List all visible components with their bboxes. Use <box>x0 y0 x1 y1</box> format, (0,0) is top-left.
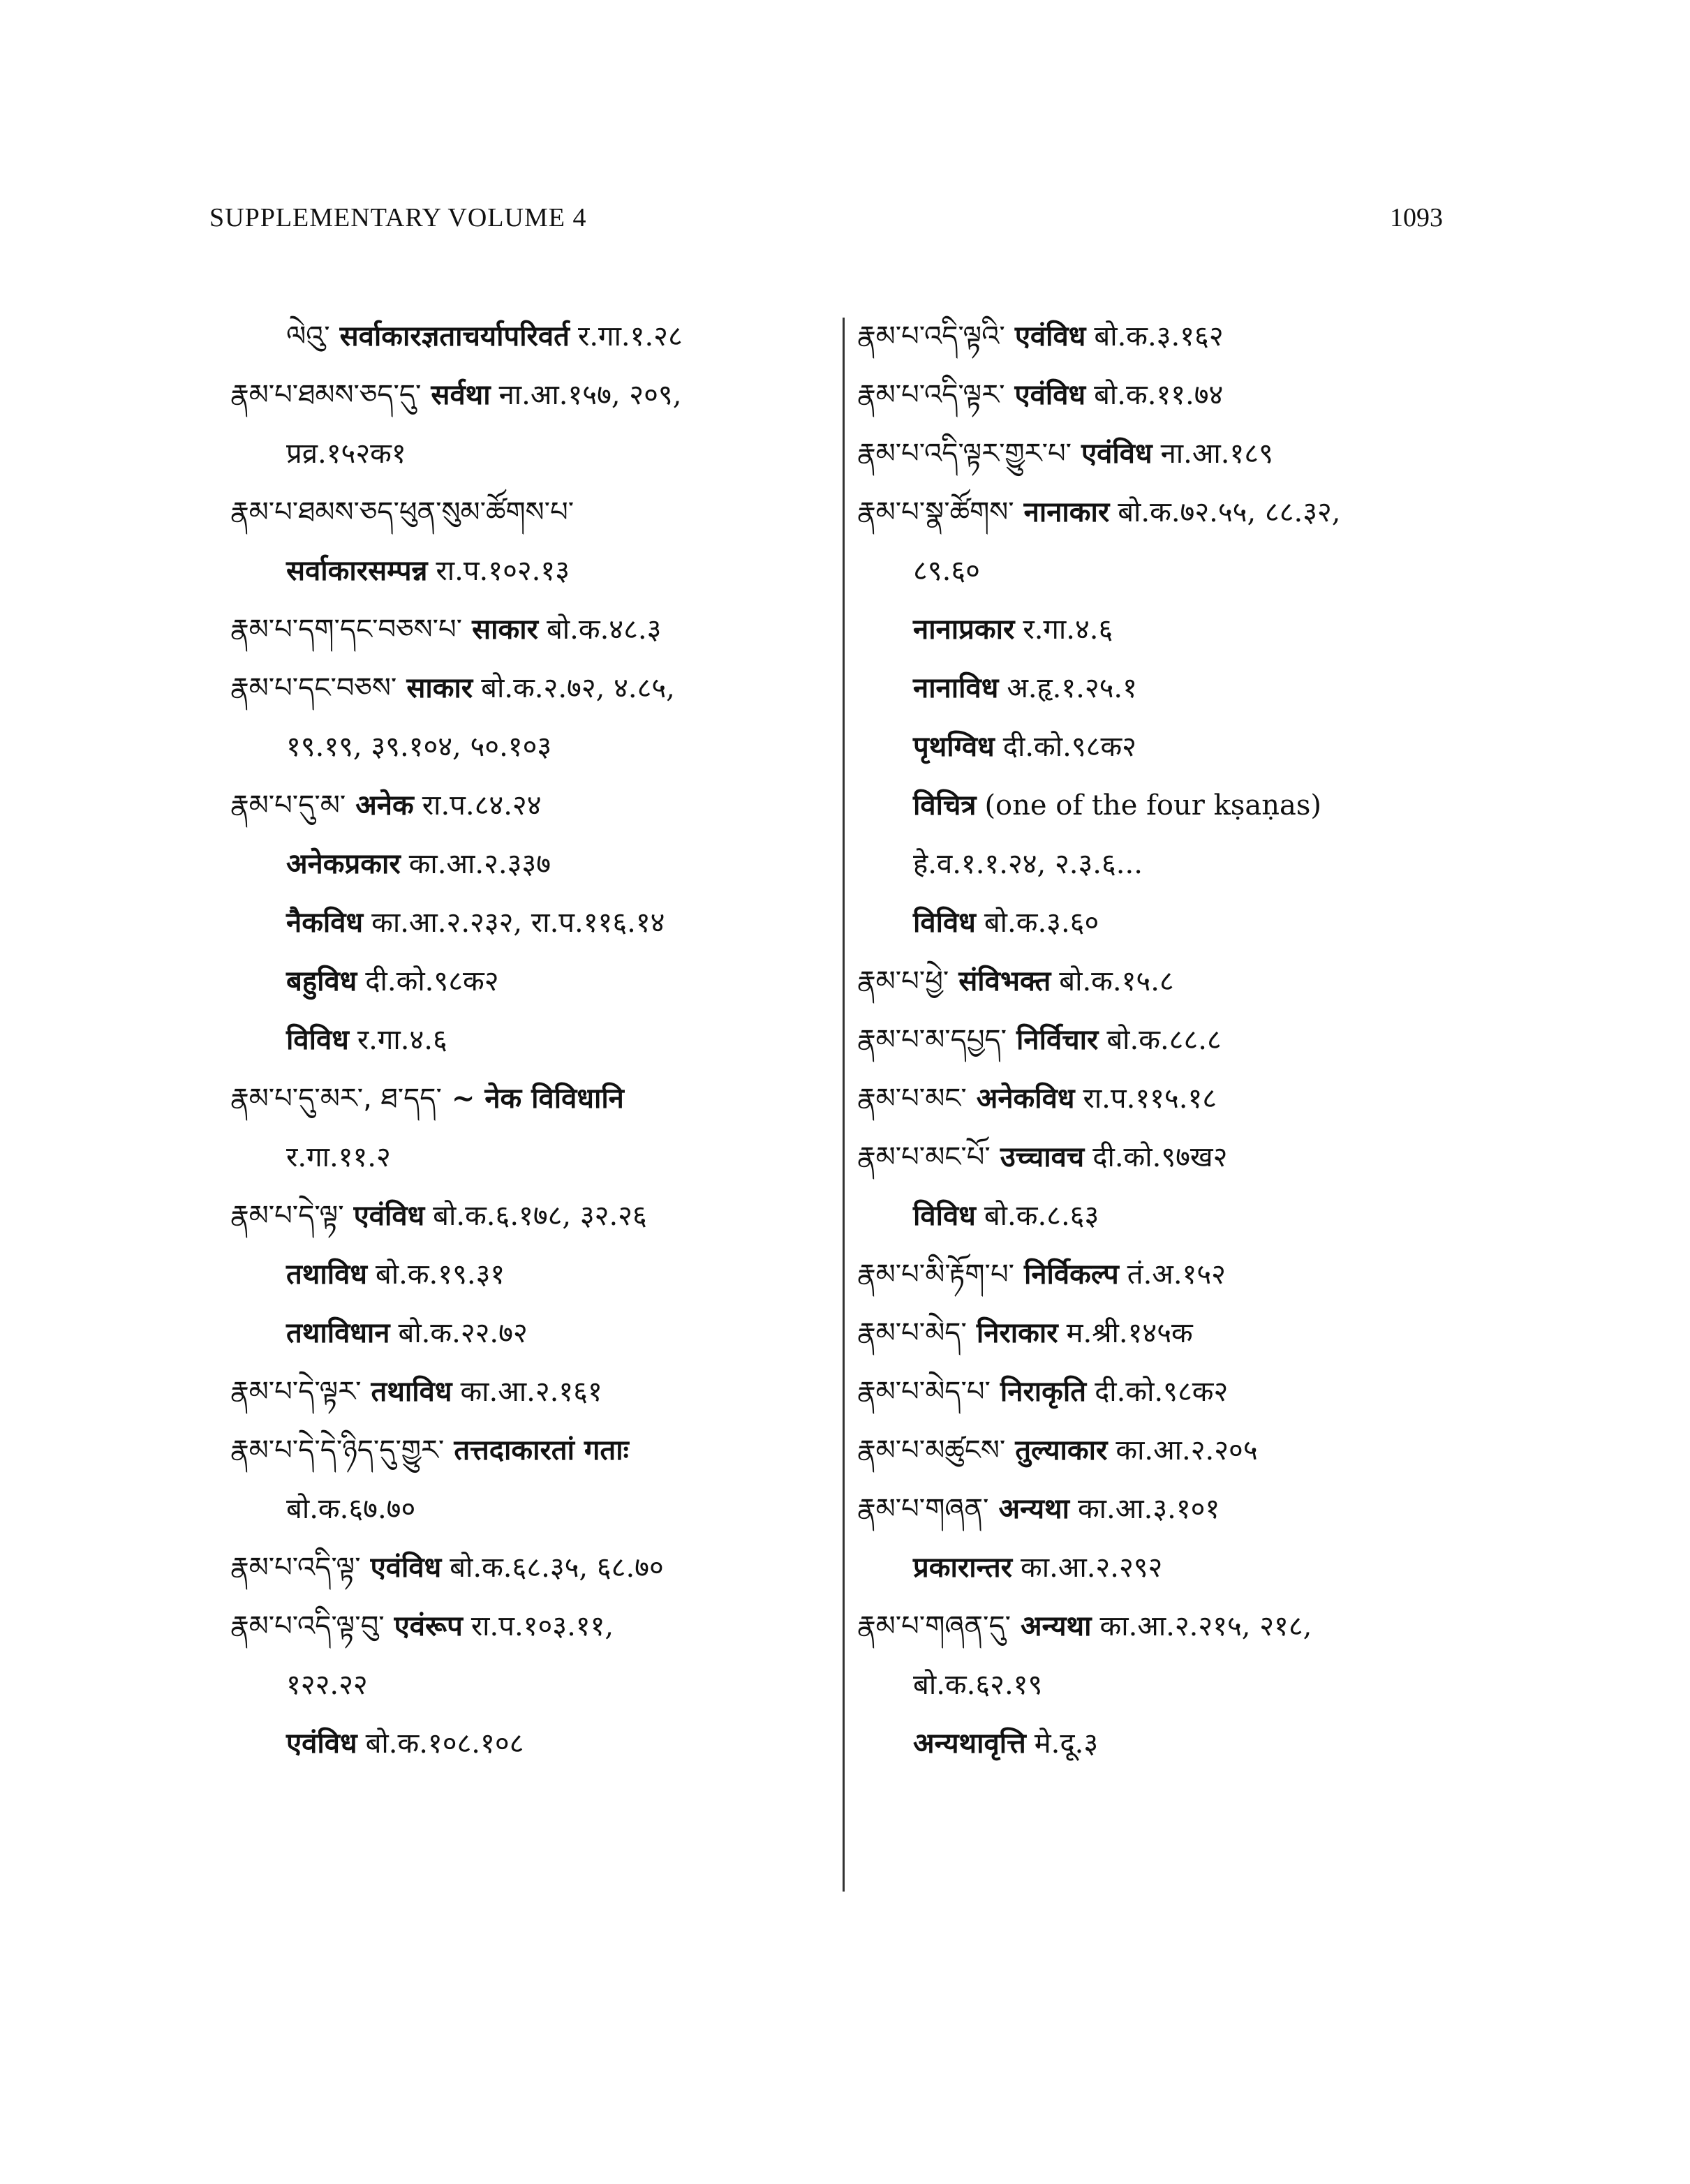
source-reference: बो.क.२२.७२ <box>398 1317 528 1349</box>
sanskrit-equivalent: उच्चावच <box>1000 1141 1085 1173</box>
sanskrit-equivalent: एवंविध <box>353 1199 425 1232</box>
source-reference: रा.प.११५.१८ <box>1083 1083 1217 1115</box>
tibetan-term: རྣམ་པ་དེ་ལྟ་ <box>230 1200 344 1232</box>
source-reference: का.आ.३.१०१ <box>1077 1493 1220 1525</box>
sanskrit-equivalent: विचित्र <box>913 789 977 822</box>
dictionary-entry-line <box>230 1597 838 1656</box>
tibetan-term: རྣམ་པ་མེད་ <box>857 1317 967 1349</box>
dictionary-entry-line <box>857 1421 1465 1480</box>
dictionary-entry-line <box>857 718 1465 776</box>
source-reference: दी.को.९८क२ <box>1002 731 1136 763</box>
dictionary-entry-line <box>230 835 838 893</box>
source-reference: रा.प.१०३.११, <box>470 1610 614 1642</box>
dictionary-entry-line <box>230 893 838 952</box>
tibetan-term: རྣམ་པ་འདི་ལྟ་བུ་ <box>230 1610 385 1642</box>
dictionary-entry-line <box>230 718 838 776</box>
source-reference: अ.हृ.१.२५.१ <box>1007 672 1137 704</box>
tibetan-term: རྣམ་པ་དང་བཅས་ <box>230 672 397 704</box>
tibetan-term: རྣམ་པ་དག་དང་བཅས་པ་ <box>230 614 463 646</box>
tibetan-term: རྣམ་པ་ཐམས་ཅད་དུ་ <box>230 379 422 411</box>
source-reference: बो.क.६.१७८, ३२.२६ <box>433 1200 647 1232</box>
dictionary-entry-line <box>230 659 838 718</box>
source-reference: का.आ.२.३३७ <box>408 848 551 880</box>
source-reference: रा.प.१०२.१३ <box>436 555 570 587</box>
dictionary-entry-line <box>857 1656 1465 1714</box>
running-head: SUPPLEMENTARY VOLUME 4 <box>209 203 587 232</box>
sanskrit-equivalent: एवंविध <box>1014 320 1086 352</box>
tibetan-term: རྣམ་པ་མང་ <box>857 1083 967 1115</box>
dictionary-entry-line <box>230 1069 838 1128</box>
sanskrit-equivalent: एवंविध <box>286 1727 357 1760</box>
tibetan-term: རྣམ་པ་འདི་ལྟའི་ <box>857 320 1005 352</box>
dictionary-entry-line <box>857 1714 1465 1773</box>
sanskrit-equivalent: सर्वाकारसम्पन्न <box>286 554 428 587</box>
sanskrit-equivalent: अन्यथावृत्ति <box>913 1727 1026 1760</box>
sanskrit-equivalent: अनेकप्रकार <box>286 847 401 880</box>
dictionary-entry-line <box>230 483 838 542</box>
sanskrit-equivalent: तत्तदाकारतां गताः <box>454 1434 629 1466</box>
dictionary-entry-line <box>230 424 838 483</box>
sanskrit-equivalent: नानाविध <box>913 671 999 704</box>
source-reference: हे.व.१.१.२४, २.३.६... <box>913 848 1143 880</box>
source-reference: रा.प.८४.२४ <box>422 789 542 822</box>
sanskrit-equivalent: सर्वाकारज्ञताचर्यापरिवर्त <box>339 320 570 352</box>
sanskrit-equivalent: साकार <box>406 671 473 704</box>
sanskrit-equivalent: एवंविध <box>370 1551 442 1584</box>
sanskrit-equivalent: निर्विचार <box>1016 1023 1099 1056</box>
tibetan-term: རྣམ་པ་མ་དཔྱད་ <box>857 1024 1007 1056</box>
sanskrit-equivalent: तथाविध <box>371 1375 452 1408</box>
dictionary-entry-line <box>857 424 1465 483</box>
sanskrit-equivalent: नानाप्रकार <box>913 613 1015 646</box>
dictionary-entry-line <box>857 659 1465 718</box>
source-reference: बो.क.११.७४ <box>1094 379 1224 411</box>
dictionary-entry-line <box>857 776 1465 835</box>
source-reference: १२२.२२ <box>286 1669 368 1701</box>
source-reference: बो.क.३.६० <box>984 907 1099 939</box>
tibetan-term: རྣམ་པ་དུ་མ་ <box>230 789 346 822</box>
dictionary-entry-line <box>230 1362 838 1421</box>
tibetan-term: རྣམ་པ་དེ་ལྟར་ <box>230 1376 362 1408</box>
dictionary-entry-line <box>230 366 838 424</box>
source-reference: बो.क.७२.५५, ८८.३२, <box>1118 496 1341 528</box>
tibetan-term: ལེའུ་ <box>286 320 330 352</box>
source-reference: र.गा.१.२८ <box>577 320 683 352</box>
sanskrit-equivalent: निर्विकल्प <box>1024 1258 1119 1291</box>
sanskrit-equivalent: तुल्याकार <box>1015 1434 1108 1466</box>
tibetan-term: རྣམ་པ་གཞན་ <box>857 1493 989 1525</box>
dictionary-entry-line <box>230 542 838 600</box>
tibetan-term: རྣམ་པ་གཞན་དུ་ <box>857 1610 1011 1642</box>
dictionary-entry-line <box>857 1597 1465 1656</box>
sanskrit-equivalent: एवंविध <box>1081 437 1152 470</box>
dictionary-entry-line <box>857 1304 1465 1362</box>
source-reference: र.गा.४.६ <box>1023 614 1113 646</box>
source-reference: तं.अ.१५२ <box>1127 1258 1226 1291</box>
sanskrit-equivalent: एवंरूप <box>394 1610 463 1642</box>
dictionary-entry-line <box>857 1069 1465 1128</box>
column-divider <box>843 318 845 1892</box>
source-reference: दी.को.९७ख२ <box>1092 1141 1228 1173</box>
source-reference: र.गा.११.२ <box>286 1141 391 1173</box>
source-reference: बो.क.१९.३१ <box>375 1258 505 1291</box>
sanskrit-equivalent: पृथग्विध <box>913 730 995 763</box>
tibetan-term: རྣམ་པ་དུ་མར་, ཐ་དད་ <box>230 1083 442 1115</box>
sanskrit-equivalent: ~ नेक विविधानि <box>451 1082 624 1115</box>
sanskrit-equivalent: तथाविधान <box>286 1316 390 1349</box>
dictionary-entry-line <box>857 483 1465 542</box>
dictionary-entry-line <box>230 1421 838 1480</box>
tibetan-term: རྣམ་པ་ཐམས་ཅད་ཕུན་སུམ་ཚོགས་པ་ <box>230 496 575 528</box>
sanskrit-equivalent: प्रकारान्तर <box>913 1551 1013 1584</box>
sanskrit-equivalent: एवंविध <box>1014 378 1086 411</box>
source-reference: का.आ.२.१६१ <box>460 1376 602 1408</box>
dictionary-entry-line <box>230 307 838 366</box>
right-column <box>857 307 1465 1773</box>
dictionary-entry-line <box>230 1011 838 1069</box>
dictionary-entry-line <box>230 776 838 835</box>
tibetan-term: རྣམ་པ་མཚུངས་ <box>857 1434 1006 1466</box>
dictionary-entry-line <box>857 542 1465 600</box>
dictionary-entry-line <box>857 366 1465 424</box>
sanskrit-equivalent: अन्यथा <box>998 1492 1069 1525</box>
source-reference: का.आ.२.२९२ <box>1021 1552 1163 1584</box>
dictionary-entry-line <box>857 1187 1465 1245</box>
source-reference: दी.को.९८क२ <box>365 965 499 997</box>
dictionary-entry-line <box>857 1245 1465 1304</box>
tibetan-term: རྣམ་པ་མང་པོ་ <box>857 1141 991 1173</box>
dictionary-entry-line <box>857 307 1465 366</box>
source-reference: बो.क.३.१६२ <box>1094 320 1224 352</box>
source-reference: १९.१९, ३९.१०४, ५०.१०३ <box>286 731 552 763</box>
source-reference: ना.आ.१८९ <box>1160 438 1273 470</box>
source-reference: का.आ.२.२३२, रा.प.११६.१४ <box>371 907 665 939</box>
sanskrit-equivalent: निराकृति <box>1000 1375 1087 1408</box>
dictionary-entry-line <box>230 1656 838 1714</box>
dictionary-entry-line <box>857 952 1465 1011</box>
dictionary-entry-line <box>230 600 838 659</box>
dictionary-entry-line <box>230 1538 838 1597</box>
dictionary-entry-line <box>857 600 1465 659</box>
source-reference: बो.क.१५.८ <box>1059 965 1174 997</box>
sanskrit-equivalent: विविध <box>913 1199 976 1232</box>
sanskrit-equivalent: साकार <box>472 613 538 646</box>
sanskrit-equivalent: अनेक <box>355 789 414 822</box>
tibetan-term: རྣམ་པ་མེད་པ་ <box>857 1376 991 1408</box>
dictionary-entry-line <box>230 1304 838 1362</box>
tibetan-term: རྣམ་པ་སྣ་ཚོགས་ <box>857 496 1014 528</box>
sanskrit-equivalent: निराकार <box>976 1316 1058 1349</box>
source-reference: बो.क.४८.३ <box>546 614 662 646</box>
source-reference: का.आ.२.२०५ <box>1115 1434 1258 1466</box>
source-reference: ना.आ.१५७, २०९, <box>498 379 682 411</box>
tibetan-term: རྣམ་པ་ཕྱེ་ <box>857 965 949 997</box>
dictionary-entry-line <box>857 1128 1465 1187</box>
sanskrit-equivalent: तथाविध <box>286 1258 367 1291</box>
dictionary-entry-line <box>857 835 1465 893</box>
dictionary-entry-line <box>230 1480 838 1538</box>
dictionary-entry-line <box>230 1128 838 1187</box>
left-column <box>230 307 838 1773</box>
dictionary-entry-line <box>857 893 1465 952</box>
sanskrit-equivalent: अन्यथा <box>1021 1610 1092 1642</box>
source-reference: म.श्री.१४५क <box>1066 1317 1193 1349</box>
source-reference: बो.क.८८.८ <box>1106 1024 1222 1056</box>
source-reference: र.गा.४.६ <box>357 1024 447 1056</box>
dictionary-entry-line <box>857 1538 1465 1597</box>
sanskrit-equivalent: विविध <box>286 1023 349 1056</box>
page-number: 1093 <box>1390 203 1443 232</box>
source-reference: बो.क.६८.३५, ६८.७० <box>450 1552 664 1584</box>
sanskrit-equivalent: अनेकविध <box>976 1082 1075 1115</box>
dictionary-entry-line <box>857 1480 1465 1538</box>
tibetan-term: རྣམ་པ་འདི་ལྟར་གྱུར་པ་ <box>857 438 1072 470</box>
tibetan-term: རྣམ་པ་དེ་དེ་ཉིད་དུ་གྱུར་ <box>230 1434 445 1466</box>
dictionary-entry-line <box>230 952 838 1011</box>
tibetan-term: རྣམ་པ་འདི་ལྟར་ <box>857 379 1005 411</box>
source-reference: बो.क.६७.७० <box>286 1493 416 1525</box>
sanskrit-equivalent: नानाकार <box>1023 496 1110 528</box>
source-reference: बो.क.८.६३ <box>984 1200 1099 1232</box>
source-reference: दी.को.९८क२ <box>1095 1376 1229 1408</box>
sanskrit-equivalent: विविध <box>913 906 976 939</box>
dictionary-entry-line <box>857 1011 1465 1069</box>
source-reference: प्रव्र.१५२क१ <box>286 438 406 470</box>
source-reference: (one of the four kṣaṇas) <box>984 789 1321 822</box>
tibetan-term: རྣམ་པ་མི་རྟོག་པ་ <box>857 1258 1014 1291</box>
source-reference: बो.क.२.७२, ४.८५, <box>481 672 675 704</box>
sanskrit-equivalent: सर्वथा <box>431 378 491 411</box>
dictionary-entry-line <box>230 1245 838 1304</box>
source-reference: ८९.६० <box>913 555 980 587</box>
source-reference: बो.क.१०८.१०८ <box>365 1728 524 1760</box>
dictionary-entry-line <box>857 1362 1465 1421</box>
dictionary-entry-line <box>230 1714 838 1773</box>
source-reference: बो.क.६२.१९ <box>913 1669 1043 1701</box>
tibetan-term: རྣམ་པ་འདི་ལྟ་ <box>230 1552 361 1584</box>
sanskrit-equivalent: संविभक्त <box>958 965 1051 997</box>
sanskrit-equivalent: बहुविध <box>286 965 357 997</box>
source-reference: का.आ.२.२१५, २१८, <box>1099 1610 1312 1642</box>
sanskrit-equivalent: नैकविध <box>286 906 364 939</box>
source-reference: मे.दू.३ <box>1034 1728 1099 1760</box>
dictionary-entry-line <box>230 1187 838 1245</box>
